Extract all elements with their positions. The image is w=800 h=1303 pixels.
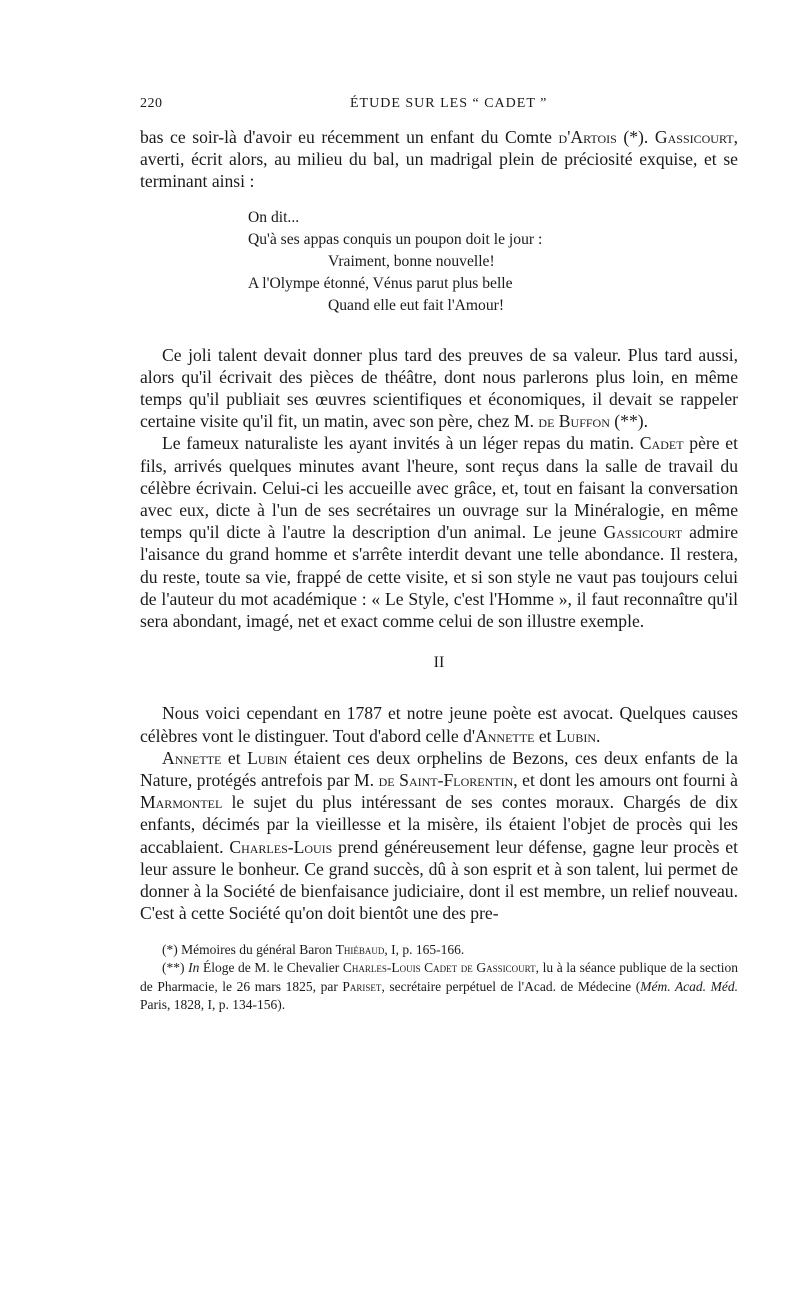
- paragraph-orphelins: [140, 747, 738, 925]
- name-marmontel: Marmontel: [140, 792, 223, 813]
- text-run: (**): [162, 960, 189, 976]
- text-run: , averti, écrit alors, au milieu du bal, un madrigal plein de préciosité exquise, et se terminant ainsi :: [140, 127, 738, 192]
- name-gassicourt: Gassicourt: [654, 127, 734, 147]
- poem-line: On dit...: [248, 208, 300, 226]
- footnotes: [140, 941, 738, 1015]
- text-run: admire l'aisance du grand homme et s'arrête interdit devant une telle abondance. Il restera, du reste, toute sa vie, frappé de cette visite, et si son style ne vaut pas toujours celui de l'auteur du mot académique : « Le Style, c'est l'Homme », il faut reconnaître qu'il sera abondant, imagé, net et exact comme celui de son illustre exemple.: [140, 522, 739, 632]
- name-charles-louis-cadet: Charles-Louis Cadet de Gassicourt: [342, 960, 536, 976]
- text-run: (*).: [616, 127, 655, 147]
- poem-line: Qu'à ses appas conquis un poupon doit le jour :: [248, 230, 543, 248]
- text-run: , et dont les amours ont fourni à: [513, 770, 738, 791]
- poem-line: Vraiment, bonne nouvelle!: [328, 253, 495, 271]
- footnote-2: [140, 959, 738, 1015]
- text-run: , secrétaire perpétuel de l'Acad. de Médecine (: [381, 978, 641, 994]
- name-saint-florentin: de Saint-Florentin: [378, 770, 514, 791]
- name-annette: Annette: [162, 747, 222, 768]
- madrigal-poem: [248, 207, 738, 318]
- text-run: le sujet du plus intéressant de ses contes moraux. Chargés de dix enfants, décimés par la vieillesse et la misère, ils étaient l'objet de procès qui les accablaient.: [140, 792, 738, 857]
- italic-in: In: [188, 960, 200, 976]
- poem-line: Quand elle eut fait l'Amour!: [328, 297, 505, 315]
- text-run: Ce joli talent devait donner plus tard des preuves de sa valeur. Plus tard aussi, alors qu'il écrivait des pièces de théâtre, dont nous parlerons plus loin, en même temps qu'il publiait ses œuvres scientifiques et économiques, il devait se rappeler certaine visite qu'il fit, un matin, avec son père, chez M.: [140, 344, 738, 432]
- name-cadet: Cadet: [639, 433, 684, 454]
- paragraph-talent: [140, 344, 738, 433]
- text-run: étaient ces deux orphelins de Bezons, ces deux enfants de la Nature, protégés antrefois par M.: [140, 747, 738, 791]
- name-pariset: Pariset: [342, 978, 382, 994]
- text-run: (*) Mémoires du général Baron: [162, 941, 336, 957]
- name-lubin: Lubin: [247, 747, 288, 768]
- name-annette: Annette: [475, 725, 535, 746]
- name-buffon: de Buffon: [538, 411, 610, 432]
- text-run: bas ce soir-là d'avoir eu récemment un enfant du Comte: [140, 127, 559, 147]
- text-run: et: [221, 747, 248, 768]
- text-run: Le fameux naturaliste les ayant invités à un léger repas du matin.: [162, 433, 640, 454]
- paragraph-avocat: [140, 702, 738, 746]
- footnote-1: [140, 941, 738, 960]
- paragraph-naturalist: [140, 432, 738, 632]
- poem-line: A l'Olympe étonné, Vénus parut plus belle: [248, 275, 513, 293]
- name-charles-louis: Charles-Louis: [229, 836, 333, 857]
- text-run: père et fils, arrivés quelques minutes avant l'heure, sont reçus dans la salle de travail du célèbre écrivain. Celui-ci les accueille avec grâce, et, tout en faisant la conversation avec eux, dicte à l'un de ses secrétaires un ouvrage sur la Minéralogie, en même temps qu'il dicte à l'autre la description d'un animal. Le jeune: [140, 433, 738, 543]
- text-run: Nous voici cependant en 1787 et notre jeune poète est avocat. Quelques causes célèbres vont le distinguer. Tout d'abord celle d': [140, 703, 738, 746]
- name-thiebaud: Thiébaud: [335, 941, 385, 957]
- text-run: (**).: [609, 411, 648, 432]
- text-run: .: [596, 725, 601, 746]
- text-run: Éloge de M. le Chevalier: [199, 960, 343, 976]
- body-text: [140, 126, 738, 925]
- name-artois: d'Artois: [558, 127, 617, 147]
- section-heading: II: [433, 654, 445, 672]
- paragraph-intro: [140, 126, 738, 193]
- name-gassicourt: Gassicourt: [603, 522, 683, 543]
- text-run: Paris, 1828, I, p. 134-156).: [140, 997, 286, 1013]
- text-run: et: [534, 725, 556, 746]
- running-title: ÉTUDE SUR LES “ CADET ”: [350, 96, 548, 111]
- text-run: , lu à la séance publique de la section de Pharmacie, le 26 mars 1825, par: [140, 960, 738, 994]
- page-number: 220: [140, 96, 163, 111]
- name-lubin: Lubin: [555, 725, 597, 746]
- running-header: [140, 96, 738, 126]
- italic-citation: Mém. Acad. Méd.: [640, 978, 739, 994]
- text-run: prend généreusement leur défense, gagne leur procès et leur assure le bonheur. Ce grand succès, dû à son esprit et à son talent, lui permet de donner à la Société de bienfaisance judiciaire, dont il est membre, un relief nouveau. C'est à cette Société qu'on doit bientôt une des pre-: [140, 836, 738, 924]
- text-run: , I, p. 165-166.: [384, 941, 465, 957]
